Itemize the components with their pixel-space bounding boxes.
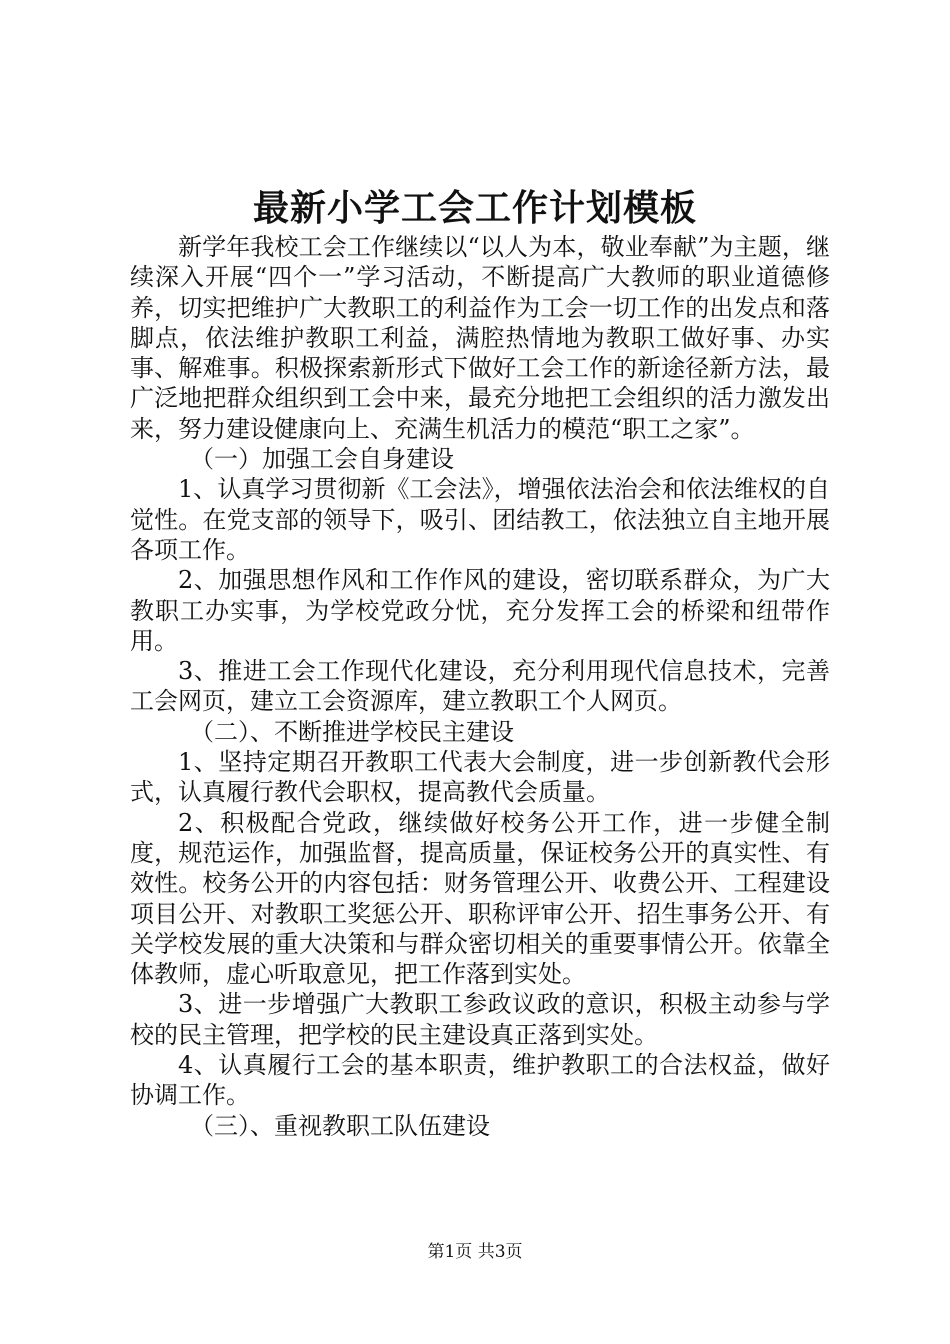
section-1-item-2: 2、加强思想作风和工作作风的建设，密切联系群众，为广大教职工办实事，为学校党政分忧，充分发挥工会的桥梁和纽带作用。 [130, 566, 830, 655]
section-1-item-1: 1、认真学习贯彻新《工会法》，增强依法治会和依法维权的自觉性。在党支部的领导下，吸引、团结教工，依法独立自主地开展各项工作。 [130, 475, 830, 564]
section-1-item-3: 3、推进工会工作现代化建设，充分利用现代信息技术，完善工会网页，建立工会资源库，建立教职工个人网页。 [130, 657, 830, 716]
section-2-item-4: 4、认真履行工会的基本职责，维护教职工的合法权益，做好协调工作。 [130, 1051, 830, 1110]
document-body [130, 232, 830, 1141]
section-2-item-1: 1、坚持定期召开教职工代表大会制度，进一步创新教代会形式，认真履行教代会职权，提高教代会质量。 [130, 748, 830, 807]
section-heading-1: （一）加强工会自身建设 [190, 445, 454, 474]
document-title: 最新小学工会工作计划模板 [252, 187, 697, 229]
section-heading-3: （三）、重视教职工队伍建设 [190, 1111, 490, 1140]
section-2-item-3: 3、进一步增强广大教职工参政议政的意识，积极主动参与学校的民主管理，把学校的民主建设真正落到实处。 [130, 990, 830, 1049]
intro-paragraph: 新学年我校工会工作继续以“以人为本，敬业奉献”为主题，继续深入开展“四个一”学习活动，不断提高广大教师的职业道德修养，切实把维护广大教职工的利益作为工会一切工作的出发点和落脚点，依法维护教职工利益，满腔热情地为教职工做好事、办实事、解难事。积极探索新形式下做好工会工作的新途径新方法，最广泛地把群众组织到工会中来，最充分地把工会组织的活力激发出来，努力建设健康向上、充满生机活力的模范“职工之家”。 [130, 233, 830, 443]
section-heading-2: （二）、不断推进学校民主建设 [190, 717, 514, 746]
section-2-item-2: 2、积极配合党政，继续做好校务公开工作，进一步健全制度，规范运作，加强监督，提高质量，保证校务公开的真实性、有效性。校务公开的内容包括：财务管理公开、收费公开、工程建设项目公开、对教职工奖惩公开、职称评审公开、招生事务公开、有关学校发展的重大决策和与群众密切相关的重要事情公开。依靠全体教师，虚心听取意见，把工作落到实处。 [130, 808, 830, 989]
page-footer: 第1页 共3页 [427, 1242, 523, 1262]
